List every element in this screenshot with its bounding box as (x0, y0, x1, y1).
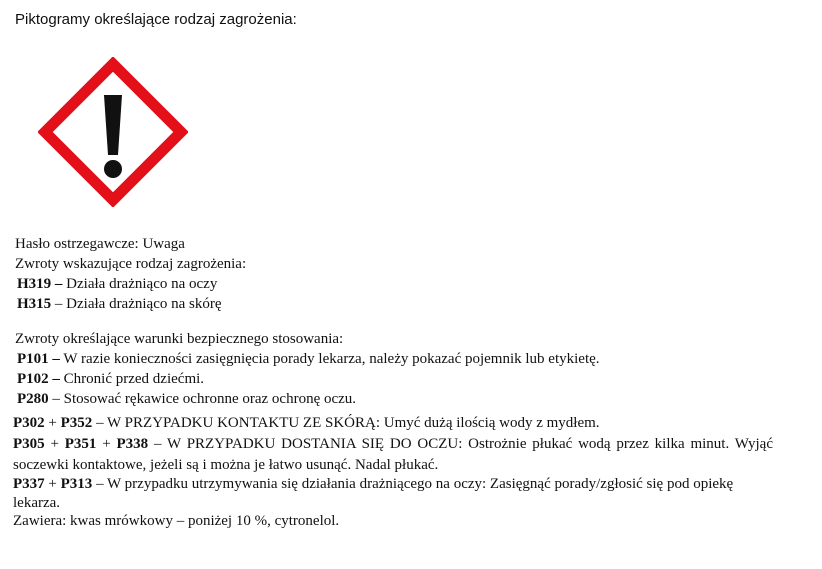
precautionary-statement: P305 + P351 + P338 – W PRZYPADKU DOSTANIA SIĘ DO OCZU: Ostrożnie płukać wodą przez kilka minut. Wyjąć soczewki kontaktowe, jeżeli są i można je łatwo usunąć. Nadal płukać. (13, 436, 773, 473)
precautionary-statement: P337 + P313 – W przypadku utrzymywania się działania drażniącego na oczy: Zasięgnąć porady/zgłosić się pod opiekę lekarza. (13, 476, 734, 511)
composition-note: Zawiera: kwas mrówkowy – poniżej 10 %, cytronelol. (13, 513, 340, 529)
precautionary-statement: P102 – Chronić przed dziećmi. (17, 371, 205, 387)
precautionary-statement: P280 – Stosować rękawice ochronne oraz ochronę oczu. (17, 391, 357, 407)
pictogram-heading: Piktogramy określające rodzaj zagrożenia: (15, 11, 297, 28)
signal-word: Hasło ostrzegawcze: Uwaga (15, 236, 185, 252)
precautionary-statement: P302 + P352 – W PRZYPADKU KONTAKTU ZE SKÓRĄ: Umyć dużą ilością wody z mydłem. (13, 415, 600, 431)
precautionary-statement: P101 – W razie konieczności zasięgnięcia porady lekarza, należy pokazać pojemnik lub etykietę. (17, 351, 600, 367)
precautionary-statements-heading: Zwroty określające warunki bezpiecznego stosowania: (15, 331, 344, 347)
hazard-statements-heading: Zwroty wskazujące rodzaj zagrożenia: (15, 256, 247, 272)
hazard-statement: H319 – Działa drażniąco na oczy (17, 276, 218, 292)
hazard-statement: H315 – Działa drażniąco na skórę (17, 296, 222, 312)
exclamation-hazard-icon (38, 57, 188, 207)
